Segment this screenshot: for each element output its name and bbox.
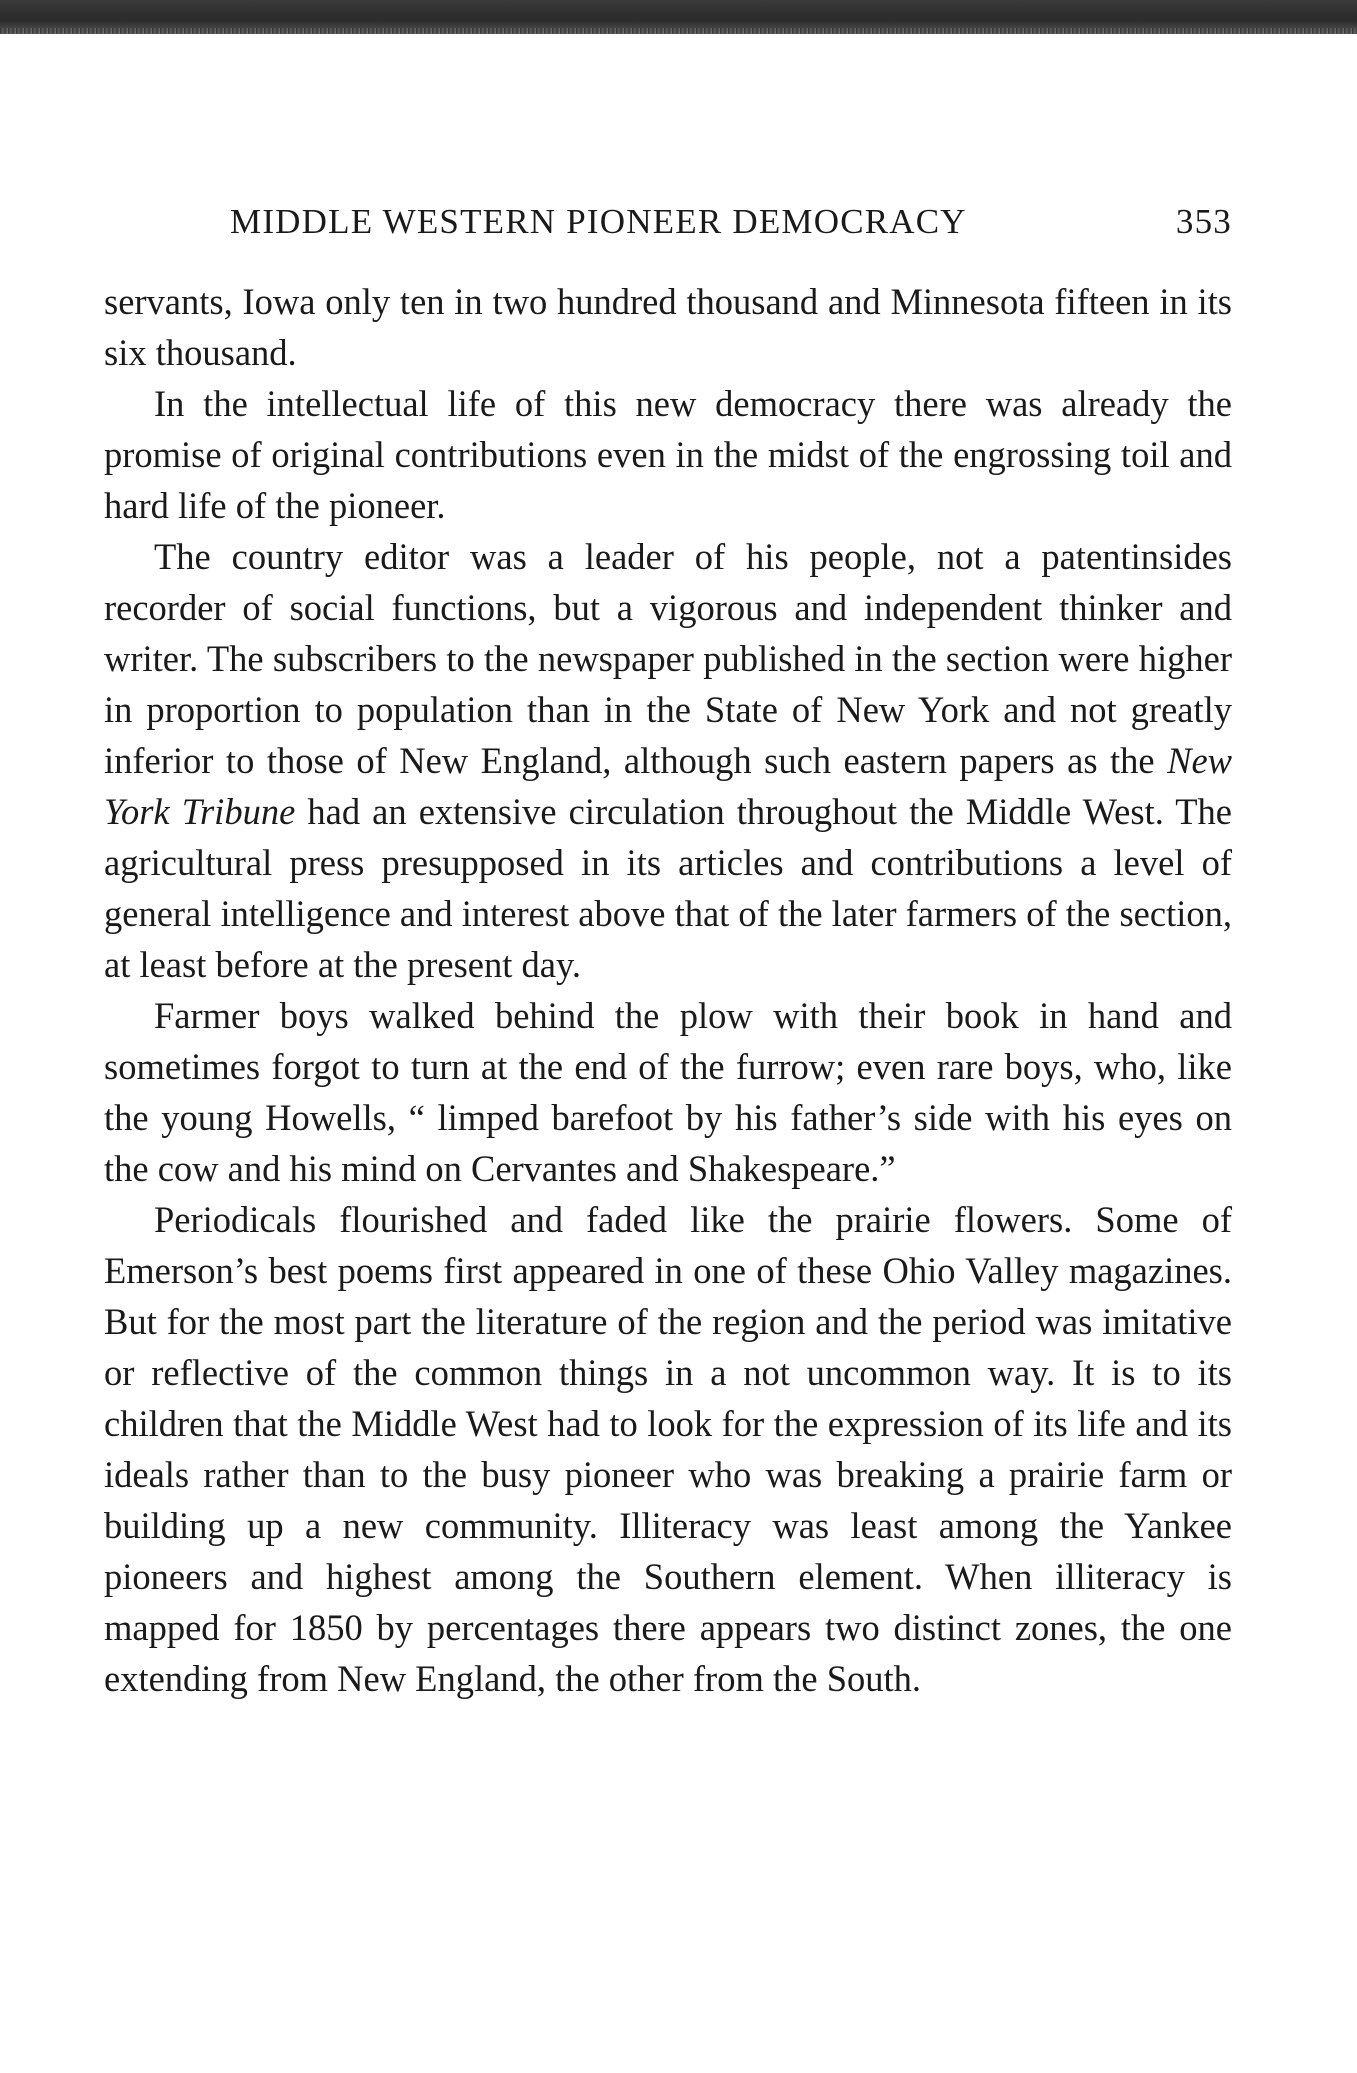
paragraph-4: Farmer boys walked behind the plow with their book in hand and sometimes forgot to turn at the end of the furrow; even rare boys, who, like the young Howells, “ limped barefoot by his father’s side with his eyes on the cow and his mind on Cervantes and Shakespeare.” bbox=[104, 995, 1232, 1189]
body-text bbox=[104, 276, 1232, 1704]
scan-top-edge bbox=[0, 0, 1357, 34]
newspaper-title: New York Tribune bbox=[104, 740, 1233, 832]
paragraph-3 bbox=[104, 531, 1232, 990]
running-head bbox=[104, 202, 1232, 254]
paragraph-5: Periodicals flourished and faded like the prairie flowers. Some of Emerson’s best poems first appeared in one of these Ohio Valley magazines. But for the most part the literature of the region and the period was imitative or reflective of the common things in a not uncommon way. It is to its children that the Middle West had to look for the expression of its life and its ideals rather than to the busy pioneer who was breaking a prairie farm or building up a new community. Illiteracy was least among the Yankee pioneers and highest among the Southern element. When illiteracy is mapped for 1850 by percentages there appears two distinct zones, the one extending from New England, the other from the South. bbox=[104, 1199, 1232, 1699]
paragraph-1: servants, Iowa only ten in two hundred thousand and Minnesota fifteen in its six thousand. bbox=[104, 281, 1232, 373]
paragraph-2: In the intellectual life of this new democracy there was already the promise of original contributions even in the midst of the engrossing toil and hard life of the pioneer. bbox=[104, 383, 1232, 526]
running-title: MIDDLE WESTERN PIONEER DEMOCRACY bbox=[230, 202, 967, 241]
paragraph-3-text-before: The country editor was a leader of his people, not a patentinsides recorder of social functions, but a vigorous and independent thinker and writer. The subscribers to the newspaper published in the section were higher in proportion to population than in the State of New York and not greatly inferior to those of New England, although such eastern papers as the bbox=[104, 536, 1232, 781]
page-number: 353 bbox=[1175, 202, 1232, 241]
paragraph-3-text-after: had an extensive circulation throughout the Middle West. The agricultural press presupposed in its articles and contributions a level of general intelligence and interest above that of the later farmers of the section, at least before at the present day. bbox=[104, 791, 1232, 985]
